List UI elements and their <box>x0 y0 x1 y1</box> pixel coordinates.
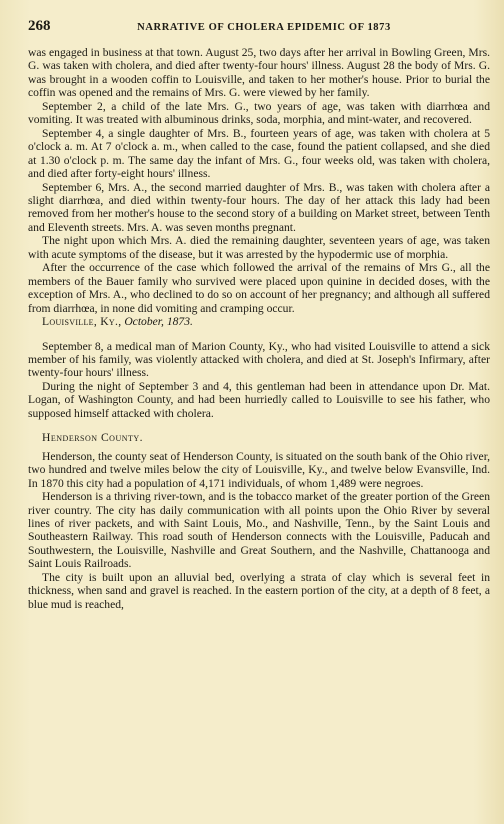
signature-place: Louisville, Ky., <box>42 315 122 329</box>
paragraph: September 4, a single daughter of Mrs. B., fourteen years of age, was taken with cholera at 5 o'clock a. m. At 7 o'clock a. m., when called to the case, found the patient collapsed, and she died at 1.30 o'clock p. m. The same day the infant of Mrs. G., four weeks old, was taken with cholera, and died after forty-eight hours' illness. <box>28 126 490 181</box>
paragraph: Henderson is a thriving river-town, and is the tobacco market of the greater portion of the Green river country. The city has daily communication with all points upon the Ohio River by several lines of river packets, and with Saint Louis, Mo., and Nashville, Tenn., by the Saint Louis and Southeastern Railway. This road south of Henderson connects with the Louisville, Paducah and Southwestern, the Louisville, Nashville and Great Southern, and the Nashville, Chattanooga and Saint Louis Railroads. <box>28 490 490 571</box>
signature-line <box>28 315 490 328</box>
spacer <box>28 420 490 431</box>
paragraph: was engaged in business at that town. August 25, two days after her arrival in Bowling Green, Mrs. G. was taken with cholera, and died after twenty-four hours' illness. August 28 the body of Mrs. G. was brought in a wooden coffin to Louisville, and taken to her mother's house. Prior to burial the coffin was opened and the remains of Mrs. G. were viewed by her family. <box>28 46 490 100</box>
paragraph: September 8, a medical man of Marion County, Ky., who had visited Louisville to attend a sick member of his family, was violently attacked with cholera, and died at St. Joseph's Infirmary, after twenty-four hours' illness. <box>28 339 490 380</box>
paragraph: September 6, Mrs. A., the second married daughter of Mrs. B., was taken with cholera after a slight diarrhœa, and died within twenty-four hours. The day of her attack this lady had been removed from her mother's house to the second story of a building on Market street, between Tenth and Eleventh streets. Mrs. A. was seven months pregnant. <box>28 180 490 234</box>
spacer <box>28 329 490 340</box>
paragraph: The city is built upon an alluvial bed, overlying a strata of clay which is several feet in thickness, when sand and gravel is reached. In the eastern portion of the city, at a depth of 8 feet, a blue mud is reached, <box>28 570 490 611</box>
page-number: 268 <box>28 18 51 34</box>
paragraph: September 2, a child of the late Mrs. G., two years of age, was taken with diarrhœa and vomiting. It was treated with albuminous drinks, soda, morphia, and mint-water, and recovered. <box>28 99 490 127</box>
running-title: NARRATIVE OF CHOLERA EPIDEMIC OF 1873 <box>137 22 391 33</box>
body-text <box>28 46 490 611</box>
paragraph: Henderson, the county seat of Henderson County, is situated on the south bank of the Ohio river, two hundred and twelve miles below the city of Louisville, Ky., and twelve below Evansville, Ind. In 1870 this city had a population of 4,171 individuals, of whom 1,489 were negroes. <box>28 449 490 490</box>
paragraph: After the occurrence of the case which followed the arrival of the remains of Mrs G., all the members of the Bauer family who survived were placed upon quinine in decided doses, with the exception of Mrs. A., who declined to do so on account of her pregnancy; and although all suffered from diarrhœa, in none did vomiting and cramping occur. <box>28 261 490 315</box>
page-header <box>28 18 490 40</box>
signature-date: October, 1873. <box>124 315 193 329</box>
section-heading: Henderson County. <box>42 431 144 445</box>
paragraph: During the night of September 3 and 4, this gentleman had been in attendance upon Dr. Mat. Logan, of Washington County, and had been hurriedly called to Louisville to see his father, who supposed himself attacked with cholera. <box>28 379 490 420</box>
paragraph: The night upon which Mrs. A. died the remaining daughter, seventeen years of age, was taken with acute symptoms of the disease, but it was arrested by the hypodermic use of morphia. <box>28 234 490 261</box>
